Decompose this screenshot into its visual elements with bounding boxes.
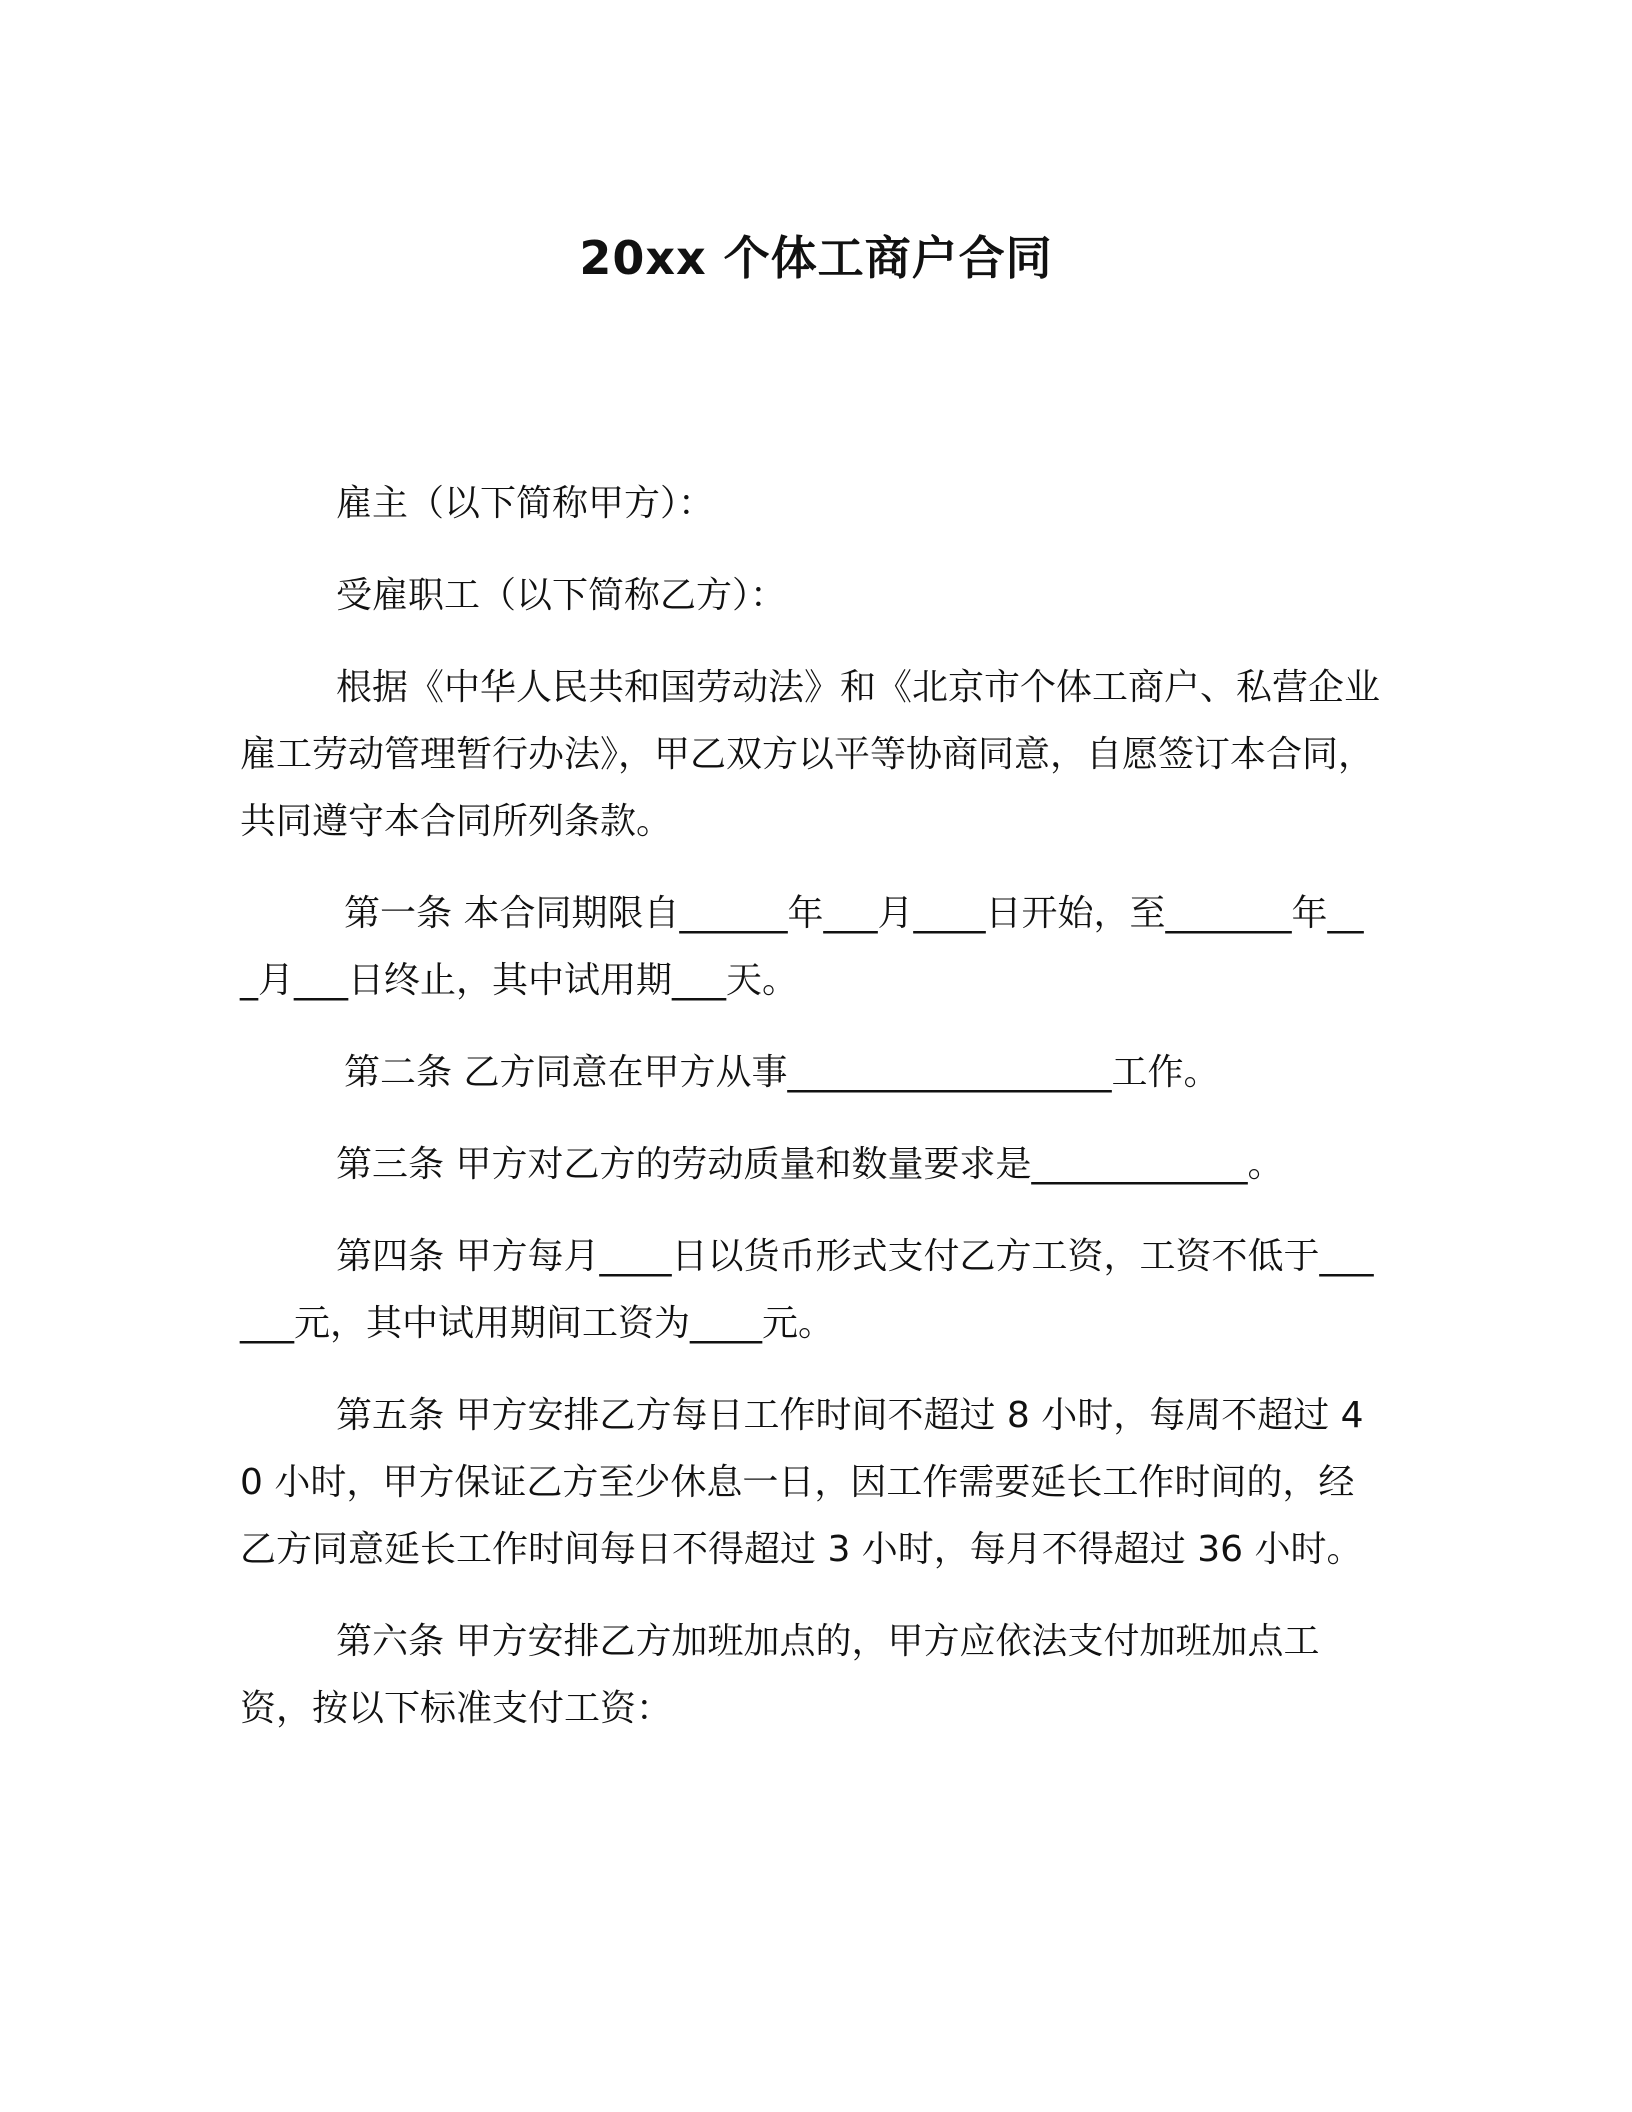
document-title: 20xx 个体工商户合同: [579, 231, 1053, 285]
clause-2: 第二条 乙方同意在甲方从事__________________工作。: [344, 1052, 1220, 1093]
clause-4: 第四条 甲方每月____日以货币形式支付乙方工资，工资不低于______元，其中试用期间工资为____元。: [240, 1236, 1374, 1344]
document-body: [240, 470, 1380, 1767]
clause-5: 第五条 甲方安排乙方每日工作时间不超过 8 小时，每周不超过 40 小时，甲方保证乙方至少休息一日，因工作需要延长工作时间的，经乙方同意延长工作时间每日不得超过 3 小时，每月不得超过 36 小时。: [240, 1395, 1364, 1570]
preamble-paragraph: 根据《中华人民共和国劳动法》和《北京市个体工商户、私营企业雇工劳动管理暂行办法》，甲乙双方以平等协商同意，自愿签订本合同，共同遵守本合同所列条款。: [240, 667, 1381, 842]
clause-3: 第三条 甲方对乙方的劳动质量和数量要求是____________。: [336, 1144, 1284, 1185]
clause-6: 第六条 甲方安排乙方加班加点的，甲方应依法支付加班加点工资，按以下标准支付工资：: [240, 1621, 1320, 1729]
employee-field: 受雇职工（以下简称乙方）：: [336, 575, 787, 616]
clause-1: 第一条 本合同期限自______年___月____日开始，至_______年___月___日终止，其中试用期___天。: [240, 893, 1364, 1001]
employer-field: 雇主（以下简称甲方）：: [336, 483, 715, 524]
